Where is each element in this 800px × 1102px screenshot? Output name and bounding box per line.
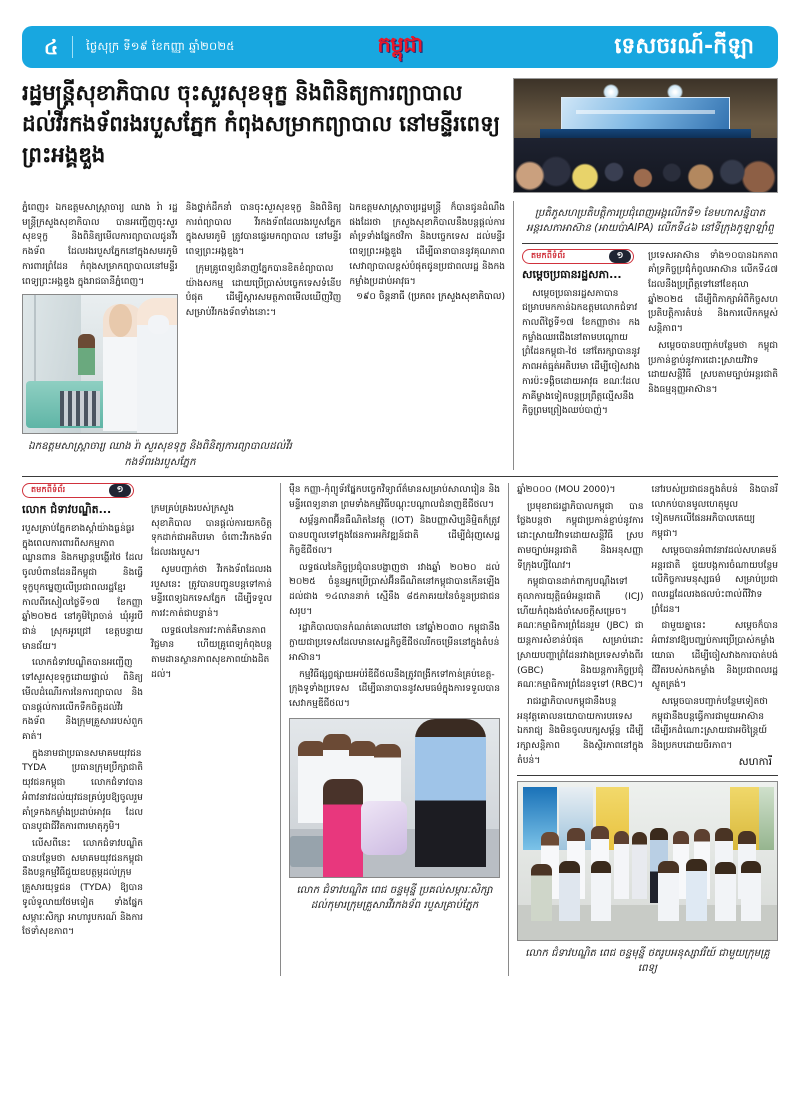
lead-col3-text: ឯកឧត្តមសាស្ត្រាចារ្យរដ្ឋមន្ត្រី ក៏បានជូនដំណឹងផងដែរថា ក្រសួងសុខាភិបាលនឹងបន្តផ្តល់ការគាំទ្រទាំងផ្នែកថវិកា និងបច្ចេកទេស ដល់មន្ទីរពេទ្យព្រះអង្គឌួង ដើម្បីធានាបាននូវគុណភាពសេវាព្យាបាលខ្ពស់បំផុតជូនប្រជាពលរដ្ឋ និងកងកម្លាំងប្រដាប់អាវុធ។	[349, 203, 506, 287]
lead-col2-text: និងថ្នាក់ដឹកនាំ បានចុះសួរសុខទុក្ខ និងពិនិត្យការព់ព្យាបាល វីរកងទ័ពដែលរងរបួសភ្នែកក្នុងសមរភូមិ ត្រូវបានផ្ទេរមកព្យាបាល នៅមន្ទីរពេទ្យព្រះអង្គឌួង។ ក្រុមគ្រូពេទ្យជំនាញភ្នែកបានខិតខំព្យាបាលយ៉ាងសកម្ម ដោយប្រើប្រាស់បច្ចេកទេសទំនើបបំផុត ដើម្បីស្តារសមត្ថភាពមើលឃើញវិញសម្រាប់វីរកងទ័ពទាំងនោះ។	[185, 203, 342, 319]
conference-photo	[513, 78, 778, 193]
right-block-col-1	[517, 483, 644, 771]
lead-column-3	[349, 201, 505, 434]
donation-photo	[289, 718, 500, 878]
article-signature: សហការី	[738, 755, 772, 768]
right-block-text-1: ឆ្នាំ២០០០ (MOU 2000)។ ប្រមុខរាជរដ្ឋាភិបាលកម្ពុជា បានថ្លែងបន្តថា កម្ពុជាប្រកាន់ខ្ជាប់នូវការដោះស្រាយវិវាទដោយសន្តិវិធី ស្របតាមច្បាប់អន្តរជាតិ និងអនុសញ្ញាទីក្រុងហ្សឺណែវ។ កម្ពុជាបានដាក់ពាក្យបណ្តឹងទៅតុលាការយុត្តិធម៌អន្តរជាតិ (ICJ) ហើយកំពុងរង់ចាំសេចក្តីសម្រេច។ គណៈកម្មាធិការព្រំដែនរួម (JBC) ជាយន្តការសំខាន់បំផុត សម្រាប់ដោះស្រាយបញ្ហាព្រំដែនរវាងប្រទេសទាំងពីរ (GBC) និងយន្តការកិច្ចប្រជុំគណៈកម្មាធិការព្រំដែនទូទៅ (RBC)។ រាជរដ្ឋាភិបាលកម្ពុជានឹងបន្តអនុវត្តគោលនយោបាយការបរទេសឯករាជ្យ និងមិនចូលបក្សសម្ព័ន្ធ ដើម្បីរក្សាសន្តិភាព និងស្ថិរភាពនៅក្នុងតំបន់។	[517, 484, 644, 766]
continued-page-number: ១	[609, 250, 631, 263]
donation-photo-caption: លោក ជំទាវបណ្ឌិត ពេជ ចន្ទមុន្នី ប្រគល់សម្ភារៈសិក្សាដល់កុមារក្រុមគ្រួសារវីរកងទ័ព របួសគ្រាប់ភ្នែក	[296, 884, 493, 911]
left-block-text-1: របួសគ្រាប់ភ្នែកខាងស្តាំយ៉ាងធ្ងន់ធ្ងរ ក្នុងពេលការពារពីសកម្មភាពឈ្លានពាន និងកម្សាន្តបង្ហើរថៃ ដែលចូលបំពានដែនដីកម្ពុជា និងធ្វើទុក្ខបុកម្នេញលើប្រជាពលរដ្ឋខ្មែរ កាលពីរសៀលថ្ងៃទី១៧ ខែកញ្ញាឆ្នាំ២០២៥ នៅភូមិព្រៃចាន់ ឃុំអូរបីជាន់ ស្រុកអូរជ្រៅ ខេត្តបន្ទាយមានជ័យ។ លោកជំទាវបណ្ឌិតបានអញ្ជើញទៅសួរសុខទុក្ខដោយផ្ទាល់ ពិនិត្យមើលដំណើរការនៃការព្យាបាល និងបានផ្តល់ការលើកទឹកចិត្តដល់វីរកងទ័ព និងក្រុមគ្រួសាររបស់ពួកគាត់។ ក្នុងនាមជាប្រធានសមាគមយុវជន TYDA ប្រធានក្រុមប្រឹក្សាជាតិយុវជនកម្ពុជា លោកជំទាវបានអំពាវនាវដល់យុវជនគ្រប់រូបឱ្យចូលរួមគាំទ្រកងកម្លាំងប្រដាប់អាវុធ ដែលបានបូជាជីវិតការពារមាតុភូមិ។ លើសពីនេះ លោកជំទាវបណ្ឌិតបានបន្ថែមថា សមាគមយុវជនកម្ពុជា នឹងបន្តកម្មវិធីជួយឧបត្ថម្ភដល់ក្រុមគ្រួសារយុទ្ធជន (TYDA) ឱ្យបានទូលំទូលាយថែមទៀត ទាំងផ្នែកសម្ភារៈសិក្សា អាហារូបករណ៍ និងការថែទាំសុខភាព។	[22, 523, 143, 938]
continued-label: តមកពីទំព័រ	[531, 251, 566, 261]
mid-block-text: ម៉ឺន កញ្ញា-កុំព្យូទ័រផ្នែកបច្ចេកវិទ្យាព័ត៌មានសម្រាប់សាលារៀន និងមន្ទីរពេទ្យនានា ព្រមទាំងកម្មវិធីបណ្តុះបណ្តាលជំនាញឌីជីថល។ សម្ព័ន្ធភាពអ៊ីនធឺណិតនៃវត្ថុ (IOT) និងបញ្ញាសិប្បនិម្មិតក៏ត្រូវបានបញ្ចូលទៅក្នុងផែនការអភិវឌ្ឍន៍ជាតិ ដើម្បីជំរុញសេដ្ឋកិច្ចឌីជីថល។ លទ្ធផលនៃកិច្ចប្រជុំបានបង្ហាញថា រវាងឆ្នាំ ២០២០ ដល់ ២០២៥ ចំនួនអ្នកប្រើប្រាស់អ៊ីនធឺណិតនៅកម្ពុជាបានកើនឡើងដល់ជាង ១៤លាននាក់ ស្មើនឹង ៨៥ភាគរយនៃចំនួនប្រជាជនសរុប។ រដ្ឋាភិបាលបានកំណត់គោលដៅថា នៅឆ្នាំ២០៣០ កម្ពុជានឹងក្លាយជាប្រទេសដែលមានសេដ្ឋកិច្ចឌីជីថលរីកចម្រើននៅក្នុងតំបន់អាស៊ាន។ កម្មវិធីផ្សព្វផ្សាយអប់រំឌីជីថលនឹងត្រូវពង្រីកទៅកាន់គ្រប់ខេត្ត-ក្រុងទូទាំងប្រទេស ដើម្បីធានាបាននូវសមធម៌ក្នុងការទទួលបានសេវាកម្មឌីជីថល។	[289, 484, 500, 709]
aipa-photo-caption: ប្រតិភូសហប្រតិបត្តិការប្រជុំពេញអង្គលើកទី១ ខែមហាសន្និបាតអន្តរសភាអាស៊ាន (អាយប៉ាAIPA) លើកទី៤៦ នៅទីក្រុងកូឡាឡាំពួ	[526, 208, 774, 235]
newspaper-page	[0, 26, 800, 1102]
lead-column-2	[186, 201, 342, 434]
left-block	[22, 483, 280, 977]
hospital-visit-photo	[22, 294, 178, 434]
hospital-photo-caption: ឯកឧត្តមសាស្ត្រាចារ្យ ឈាង រ៉ា សួរសុខទុក្ខ និងពិនិត្យការព្យាបាលដល់វីរកងទ័ពរងរបួសភ្នែក	[28, 441, 292, 468]
left-block-text-2: ក្រមគ្រប់គ្រងរបស់ក្រសួងសុខាភិបាល បានផ្តល់ការយកចិត្តទុកដាក់ជាអតិបរមា ចំពោះវីរកងទ័ពដែលរងរបួស។ សូមបញ្ជាក់ថា វីរកងទ័ពដែលរងរបួសនេះ ត្រូវបានបញ្ជូនបន្តទៅកាន់មន្ទីរពេទ្យឯកទេសភ្នែក ដើម្បីទទួលការវះកាត់ជាបន្ទាន់។ លទ្ធផលនៃការវះកាត់គឺមានភាពវិជ្ជមាន ហើយគ្រូពេទ្យកំពុងបន្តតាមដានស្ថានភាពសុខភាពយ៉ាងដិតដល់។	[151, 503, 272, 680]
lead-byline: ១៩០ ចិន្តនាធី (ប្រភព៖ ក្រសួងសុខាភិបាល)	[356, 292, 506, 303]
group-photo-caption: លោក ជំទាវបណ្ឌិត ពេជ ចន្ទមុន្នី ថតរូបអនុស្សាវរីយ៍ ជាមួយក្រុមគ្រូពេទ្យ	[525, 947, 770, 975]
lower-region	[22, 483, 778, 977]
mid-block	[280, 483, 508, 977]
top-right-rail	[513, 201, 778, 470]
lead-column-1	[22, 201, 178, 434]
section-title: ទេសចរណ៍-កីឡា	[614, 34, 754, 59]
right-block	[508, 483, 778, 977]
page-number: ៤	[44, 35, 59, 59]
right-rail-text-b: ប្រទេសអាស៊ាន ទាំង១០បានឯកភាពគាំទ្រកិច្ចប្រជុំកំពូលអាស៊ាន លើកទី៤៧ ដែលនឹងប្រព្រឹត្តទៅនៅខែតុលា ឆ្នាំ២០២៥ ដើម្បីពិភាក្សាអំពីកិច្ចសហប្រតិបត្តិការតំបន់ និងការលើកកម្ពស់សន្តិភាព។ សម្តេចបានបញ្ជាក់បន្ថែមថា កម្ពុជាប្រកាន់ខ្ជាប់នូវការដោះស្រាយវិវាទដោយសន្តិវិធី ស្របតាមច្បាប់អន្តរជាតិ និងធម្មនុញ្ញអាស៊ាន។	[648, 250, 778, 396]
lead-article-body	[22, 201, 513, 470]
subhead-right: សម្តេចប្រធានរដ្ឋសភា...	[522, 267, 622, 281]
medical-team-group-photo	[517, 781, 778, 941]
subhead-left: លោក ជំទាវបណ្ឌិត...	[22, 502, 112, 516]
left-block-col-2	[151, 502, 272, 942]
right-rail-text-a: សម្តេចប្រធានរដ្ឋសភាបានជម្រាបមកកាន់ឯកឧត្តមលោកជំទាវ កាលពីថ្ងៃទី១៧ ខែកញ្ញាថា៖ កងកម្លាំងឈរជើងនៅតាមបណ្តោយព្រំដែនកម្ពុជា-ថៃ នៅតែរក្សាបាននូវភាពអត់ធ្មត់អតិបរមា ដើម្បីចៀសវាងការប៉ះទង្គិចដោយអាវុធ ខណៈដែលភាគីម្ខាងទៀតបន្តប្រព្រឹត្តល្មើសនឹងកិច្ចព្រមព្រៀងឈប់បាញ់។	[522, 288, 640, 417]
right-block-text-2: នៅរបស់ប្រជាជនក្នុងតំបន់ និងបានរីលោកប់បានមូលហេតុមូលទៀតមកលើផែនអភិបាលតេយ្យកម្ពុជា។ សម្តេចបានអំពាវនាវដល់សហគមន៍អន្តរជាតិ ជួយបង្កការចំណាយបន្ថែមលើកិច្ចការមនុស្សធម៌ សម្រាប់ប្រជាពលរដ្ឋដែលរងផលប៉ះពាល់ពីវិវាទព្រំដែន។ ជាមួយគ្នានេះ សម្តេចក៏បានអំពាវនាវឱ្យបញ្ឈប់ការប្រើប្រាស់កម្លាំងយោធា ដើម្បីចៀសវាងការបាត់បង់ជីវិតរបស់កងកម្លាំង និងប្រជាពលរដ្ឋស្លូតត្រង់។ សម្តេចបានបញ្ជាក់បន្ថែមទៀតថា កម្ពុជានឹងបន្តធ្វើការជាមួយអាស៊ាន ដើម្បីរកដំណោះស្រាយជាអចិន្ត្រៃយ៍ និងប្រកបដោយចីរភាព។	[651, 484, 778, 752]
right-block-col-2	[652, 483, 779, 771]
continued-badge-left[interactable]	[22, 483, 134, 498]
continued-page-number: ១	[109, 484, 131, 497]
continued-label: តមកពីទំព័រ	[31, 485, 66, 495]
page-title: រដ្ឋមន្ត្រីសុខាភិបាល ចុះសួរសុខទុក្ខ និងពិនិត្យការព្យាបាលដល់វីរកងទ័ពរងរបួសភ្នែក កំពុងសម្រាកព្យាបាល នៅមន្ទីរពេទ្យព្រះអង្គឌួង	[22, 81, 500, 169]
top-article-grid	[22, 201, 778, 470]
continued-badge-right[interactable]	[522, 249, 634, 264]
publication-date: ថ្ងៃសុក្រ ទី១៩ ខែកញ្ញា ឆ្នាំ២០២៥	[86, 38, 235, 53]
left-block-col-1	[22, 502, 143, 942]
lead-col1-text: ភ្នំពេញ៖ ឯកឧត្តមសាស្ត្រាចារ្យ ឈាង រ៉ា រដ្ឋមន្ត្រីក្រសួងសុខាភិបាល បានអញ្ជើញចុះសួរសុខទុក្ខ និងពិនិត្យមើលការព្យាបាលជូនវីរកងទ័ព ដែលរងរបួសភ្នែកនៅក្នុងសមរភូមិការពារព្រំដែន កំពុងសម្រាកព្យាបាលនៅមន្ទីរពេទ្យព្រះអង្គឌួង ក្នុងរាជធានីភ្នំពេញ។	[22, 203, 178, 287]
newspaper-logo: កម្ពុជា	[377, 32, 423, 57]
masthead	[22, 26, 778, 68]
headline-row	[22, 78, 778, 193]
section-divider	[22, 476, 778, 477]
